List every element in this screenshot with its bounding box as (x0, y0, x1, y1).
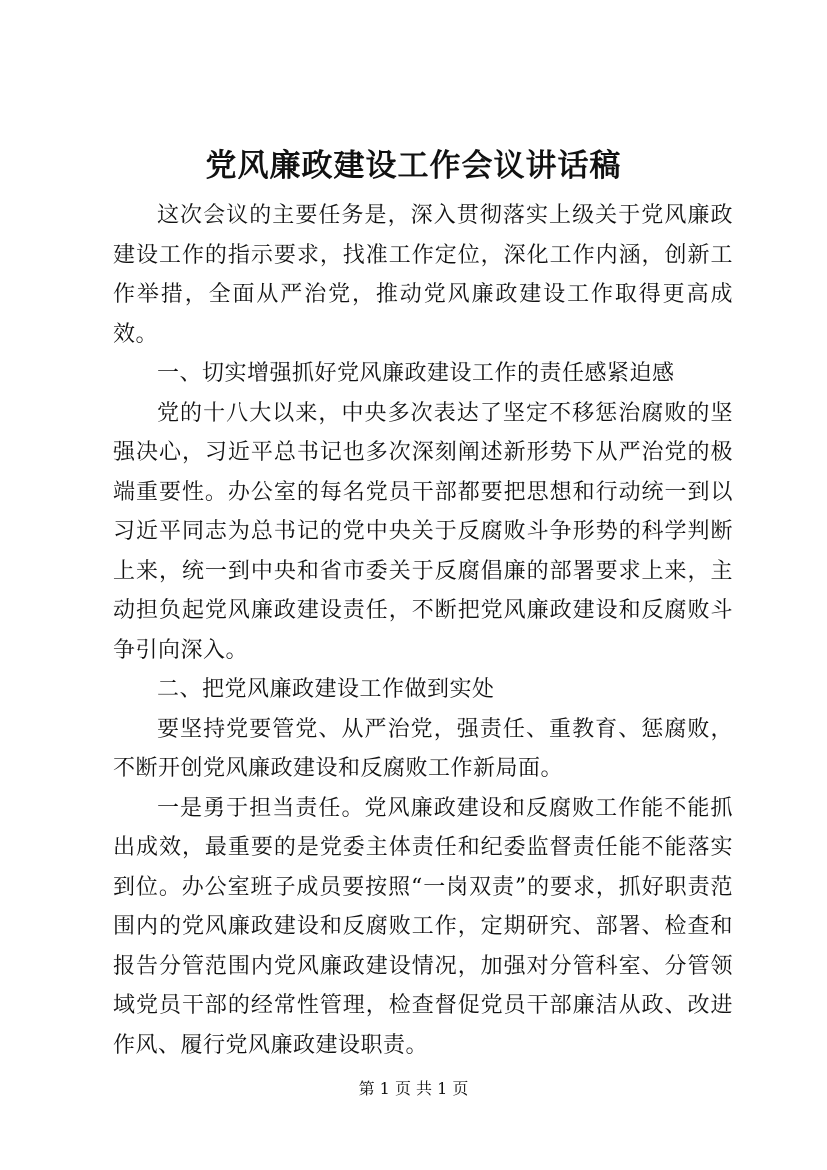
document-title: 党风廉政建设工作会议讲话稿 (205, 148, 622, 184)
intro-paragraph: 这次会议的主要任务是，深入贯彻落实上级关于党风廉政建设工作的指示要求，找准工作定位，深化工作内涵，创新工作举措，全面从严治党，推动党风廉政建设工作取得更高成效。 (113, 203, 733, 347)
section-heading-2: 二、把党风廉政建设工作做到实处 (157, 677, 495, 702)
section-2-paragraph: 要坚持党要管党、从严治党，强责任、重教育、惩腐败，不断开创党风廉政建设和反腐败工作新局面。 (113, 716, 733, 781)
section-1-paragraph: 党的十八大以来，中央多次表达了坚定不移惩治腐败的坚强决心，习近平总书记也多次深刻阐述新形势下从严治党的极端重要性。办公室的每名党员干部都要把思想和行动统一到以习近平同志为总书记的党中央关于反腐败斗争形势的科学判断上来，统一到中央和省市委关于反腐倡廉的部署要求上来，主动担负起党风廉政建设责任，不断把党风廉政建设和反腐败斗争引向深入。 (113, 400, 733, 663)
page-number-footer: 第 1 页 共 1 页 (358, 1079, 469, 1098)
document-body (113, 196, 733, 1065)
section-heading-1: 一、切实增强抓好党风廉政建设工作的责任感紧迫感 (157, 361, 675, 386)
section-2-point-1-paragraph: 一是勇于担当责任。党风廉政建设和反腐败工作能不能抓出成效，最重要的是党委主体责任和纪委监督责任能不能落实到位。办公室班子成员要按照“一岗双责”的要求，抓好职责范围内的党风廉政建设和反腐败工作，定期研究、部署、检查和报告分管范围内党风廉政建设情况，加强对分管科室、分管领域党员干部的经常性管理，检查督促党员干部廉洁从政、改进作风、履行党风廉政建设职责。 (113, 795, 733, 1058)
